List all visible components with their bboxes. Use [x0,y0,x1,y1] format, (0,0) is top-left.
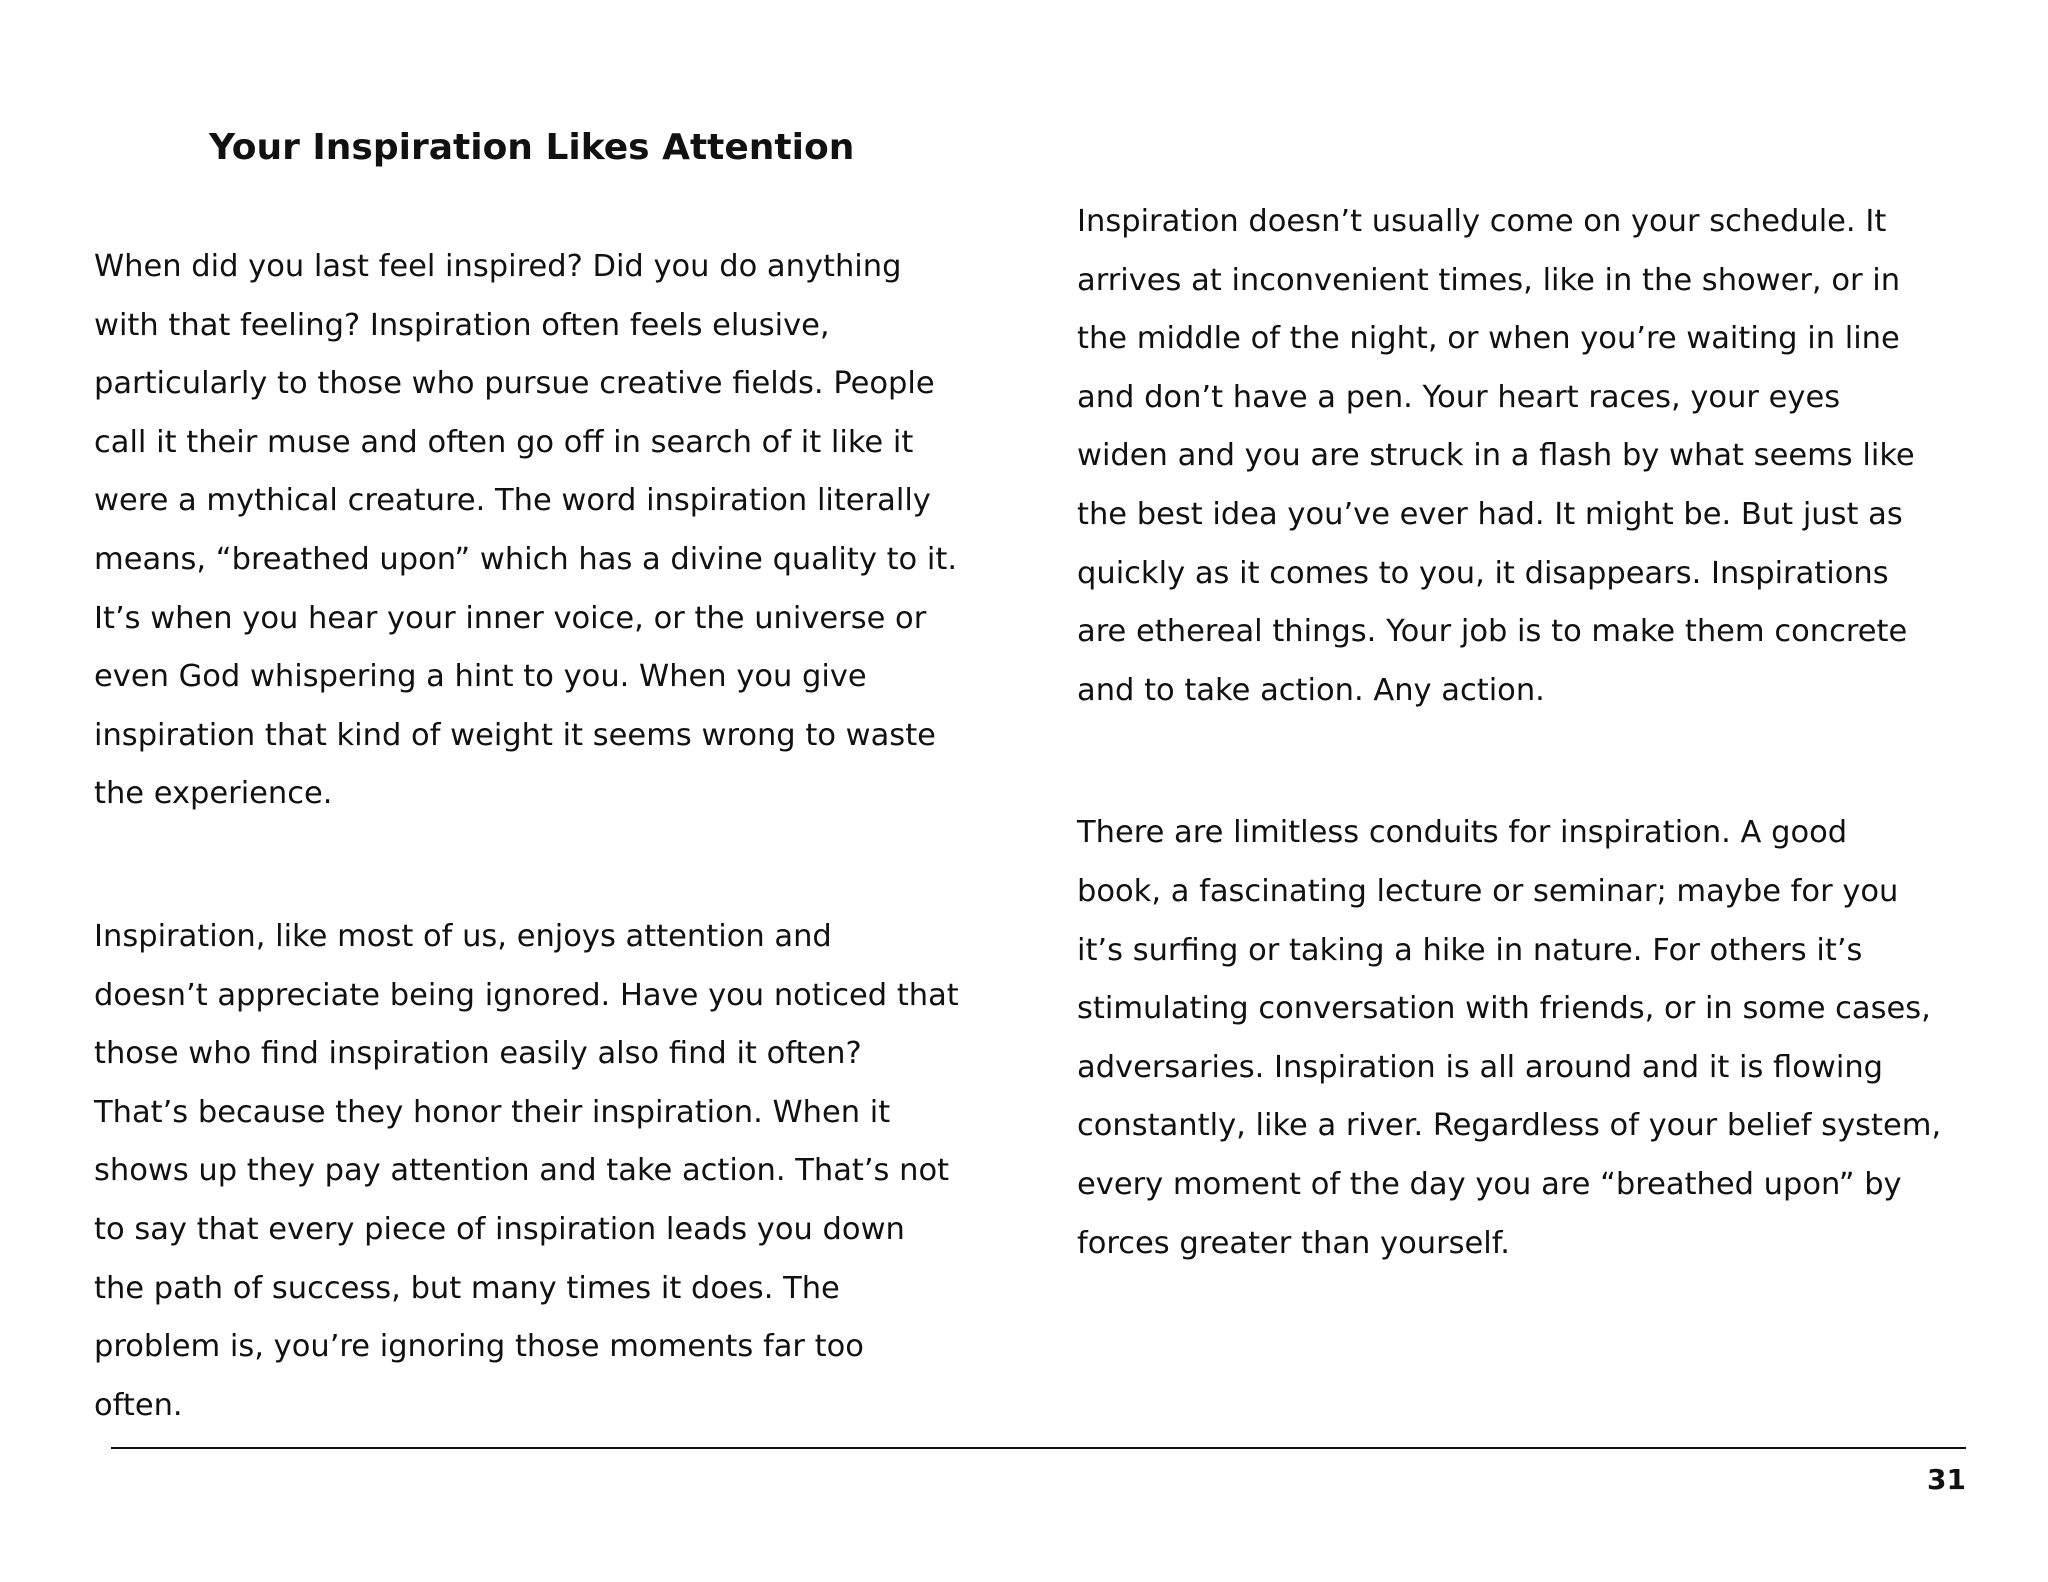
right-paragraph-2 [1077,804,1982,1273]
text-line: with that feeling? Inspiration often feels elusive, [94,307,830,343]
text-line: were a mythical creature. The word inspiration literally [94,483,931,519]
text-line: When did you last feel inspired? Did you do anything [94,249,902,284]
text-line: and to take action. Any action. [1077,672,1545,708]
right-column [1077,193,1982,1273]
page-number: 31 [1927,1463,1966,1496]
right-paragraph-1 [1077,193,1982,720]
footer-divider [111,1447,1966,1449]
text-line: Inspiration, like most of us, enjoys attention and [94,918,832,954]
text-line: means, “breathed upon” which has a divine quality to it. [94,541,958,577]
text-line: book, a fascinating lecture or seminar; maybe for you [1077,873,1899,909]
text-line: Inspiration doesn’t usually come on your schedule. It [1077,204,1887,239]
text-line: stimulating conversation with friends, or in some cases, [1077,991,1931,1027]
text-line: quickly as it comes to you, it disappears. Inspirations [1077,555,1889,591]
text-line: problem is, you’re ignoring those moments far too [94,1329,864,1365]
text-line: are ethereal things. Your job is to make them concrete [1077,614,1908,650]
text-line: the path of success, but many times it does. The [94,1270,840,1306]
text-line: adversaries. Inspiration is all around and it is flowing [1077,1049,1884,1085]
text-line: the experience. [94,776,333,812]
text-line: the middle of the night, or when you’re waiting in line [1077,321,1900,357]
text-line: often. [94,1387,183,1423]
text-line: and don’t have a pen. Your heart races, your eyes [1077,379,1841,415]
text-line: shows up they pay attention and take action. That’s not [94,1153,950,1189]
text-line: even God whispering a hint to you. When you give [94,659,867,695]
text-line: particularly to those who pursue creative fields. People [94,366,935,402]
page-title: Your Inspiration Likes Attention [209,127,855,168]
text-line: it’s surfing or taking a hike in nature. For others it’s [1077,932,1863,968]
text-line: constantly, like a river. Regardless of your belief system, [1077,1108,1942,1144]
text-line: the best idea you’ve ever had. It might be. But just as [1077,496,1903,532]
text-line: to say that every piece of inspiration leads you down [94,1211,905,1247]
text-line: inspiration that kind of weight it seems wrong to waste [94,717,936,753]
text-line: those who find inspiration easily also find it often? [94,1036,862,1072]
left-paragraph-1 [94,238,999,824]
text-line: doesn’t appreciate being ignored. Have you noticed that [94,977,959,1013]
left-paragraph-2 [94,908,999,1435]
text-line: arrives at inconvenient times, like in the shower, or in [1077,262,1901,298]
text-line: forces greater than yourself. [1077,1225,1510,1261]
text-line: It’s when you hear your inner voice, or the universe or [94,600,927,636]
text-line: There are limitless conduits for inspiration. A good [1077,815,1848,851]
text-line: That’s because they honor their inspiration. When it [94,1094,891,1130]
left-column [94,238,999,1435]
text-line: call it their muse and often go off in search of it like it [94,424,914,460]
text-line: every moment of the day you are “breathed upon” by [1077,1166,1902,1202]
text-line: widen and you are struck in a flash by what seems like [1077,438,1915,474]
